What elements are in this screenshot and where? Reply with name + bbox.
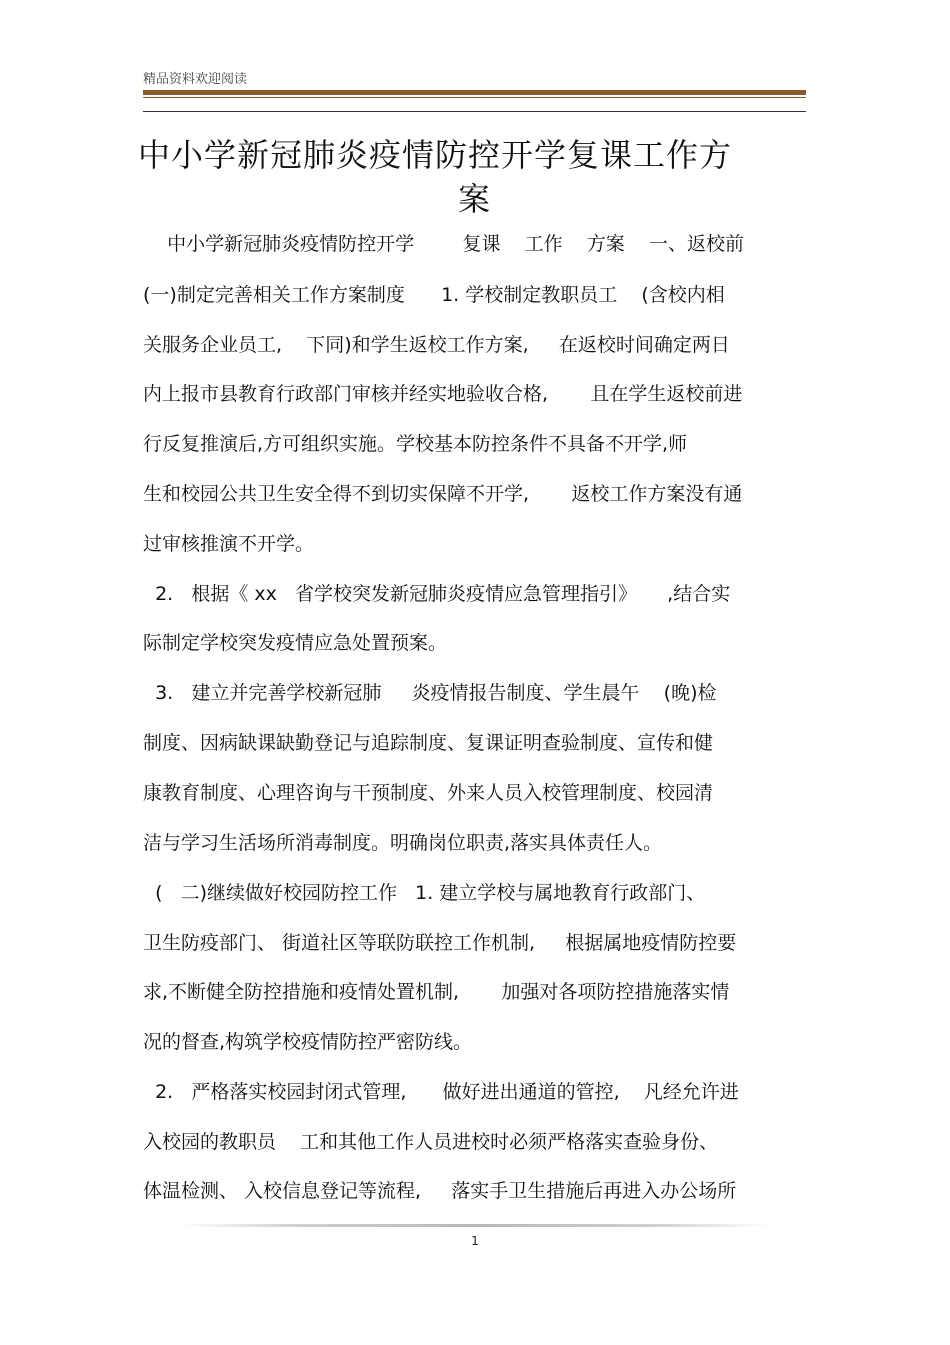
body-line: (一)制定完善相关工作方案制度 1. 学校制定教职员工 (含校内相 [143,284,725,306]
body-line: 况的督查,构筑学校疫情防控严密防线。 [143,1031,473,1053]
body-line: 洁与学习生活场所消毒制度。明确岗位职责,落实具体责任人。 [143,832,663,854]
body-line: ( 二)继续做好校园防控工作 1. 建立学校与属地教育行政部门、 [143,882,706,904]
header-rule-lower [143,111,806,112]
header-rule-thick [143,90,806,95]
page-number: 1 [471,1234,479,1248]
header-rule-thin [143,97,806,98]
body-line: 关服务企业员工, 下同)和学生返校工作方案, 在返校时间确定两日 [143,334,730,356]
body-line: 卫生防疫部门、 街道社区等联防联控工作机制, 根据属地疫情防控要 [143,932,737,954]
body-line: 2. 根据《 xx 省学校突发新冠肺炎疫情应急管理指引》 ,结合实 [143,583,731,605]
body-line: 2. 严格落实校园封闭式管理, 做好进出通道的管控, 凡经允许进 [143,1081,739,1103]
footer-rule [180,1224,770,1227]
body-line: 过审核推演不开学。 [143,533,315,555]
body-line: 求,不断健全防控措施和疫情处置机制, 加强对各项防控措施落实情 [143,981,730,1003]
title-line-2: 案 [457,180,491,218]
body-line: 入校园的教职员 工和其他工作人员进校时必须严格落实查验身份、 [143,1131,719,1153]
body-line: 制度、因病缺课缺勤登记与追踪制度、复课证明查验制度、宣传和健 [143,732,714,754]
body-line: 行反复推演后,方可组织实施。学校基本防控条件不具备不开学,师 [143,433,688,455]
body-line: 生和校园公共卫生安全得不到切实保障不开学, 返校工作方案没有通 [143,483,743,505]
body-line: 康教育制度、心理咨询与干预制度、外来人员入校管理制度、校园清 [143,782,714,804]
title-line-1: 中小学新冠肺炎疫情防控开学复课工作方 [137,136,732,174]
body-line: 内上报市县教育行政部门审核并经实地验收合格, 且在学生返校前进 [143,383,743,405]
body-line: 体温检测、 入校信息登记等流程, 落实手卫生措施后再进入办公场所 [143,1180,737,1202]
body-line: 3. 建立并完善学校新冠肺 炎疫情报告制度、学生晨午 (晚)检 [143,682,717,704]
body-line: 际制定学校突发疫情应急处置预案。 [143,632,448,654]
header-label: 精品资料欢迎阅读 [143,72,248,87]
body-line: 中小学新冠肺炎疫情防控开学 复课 工作 方案 一、返校前 [143,233,744,255]
